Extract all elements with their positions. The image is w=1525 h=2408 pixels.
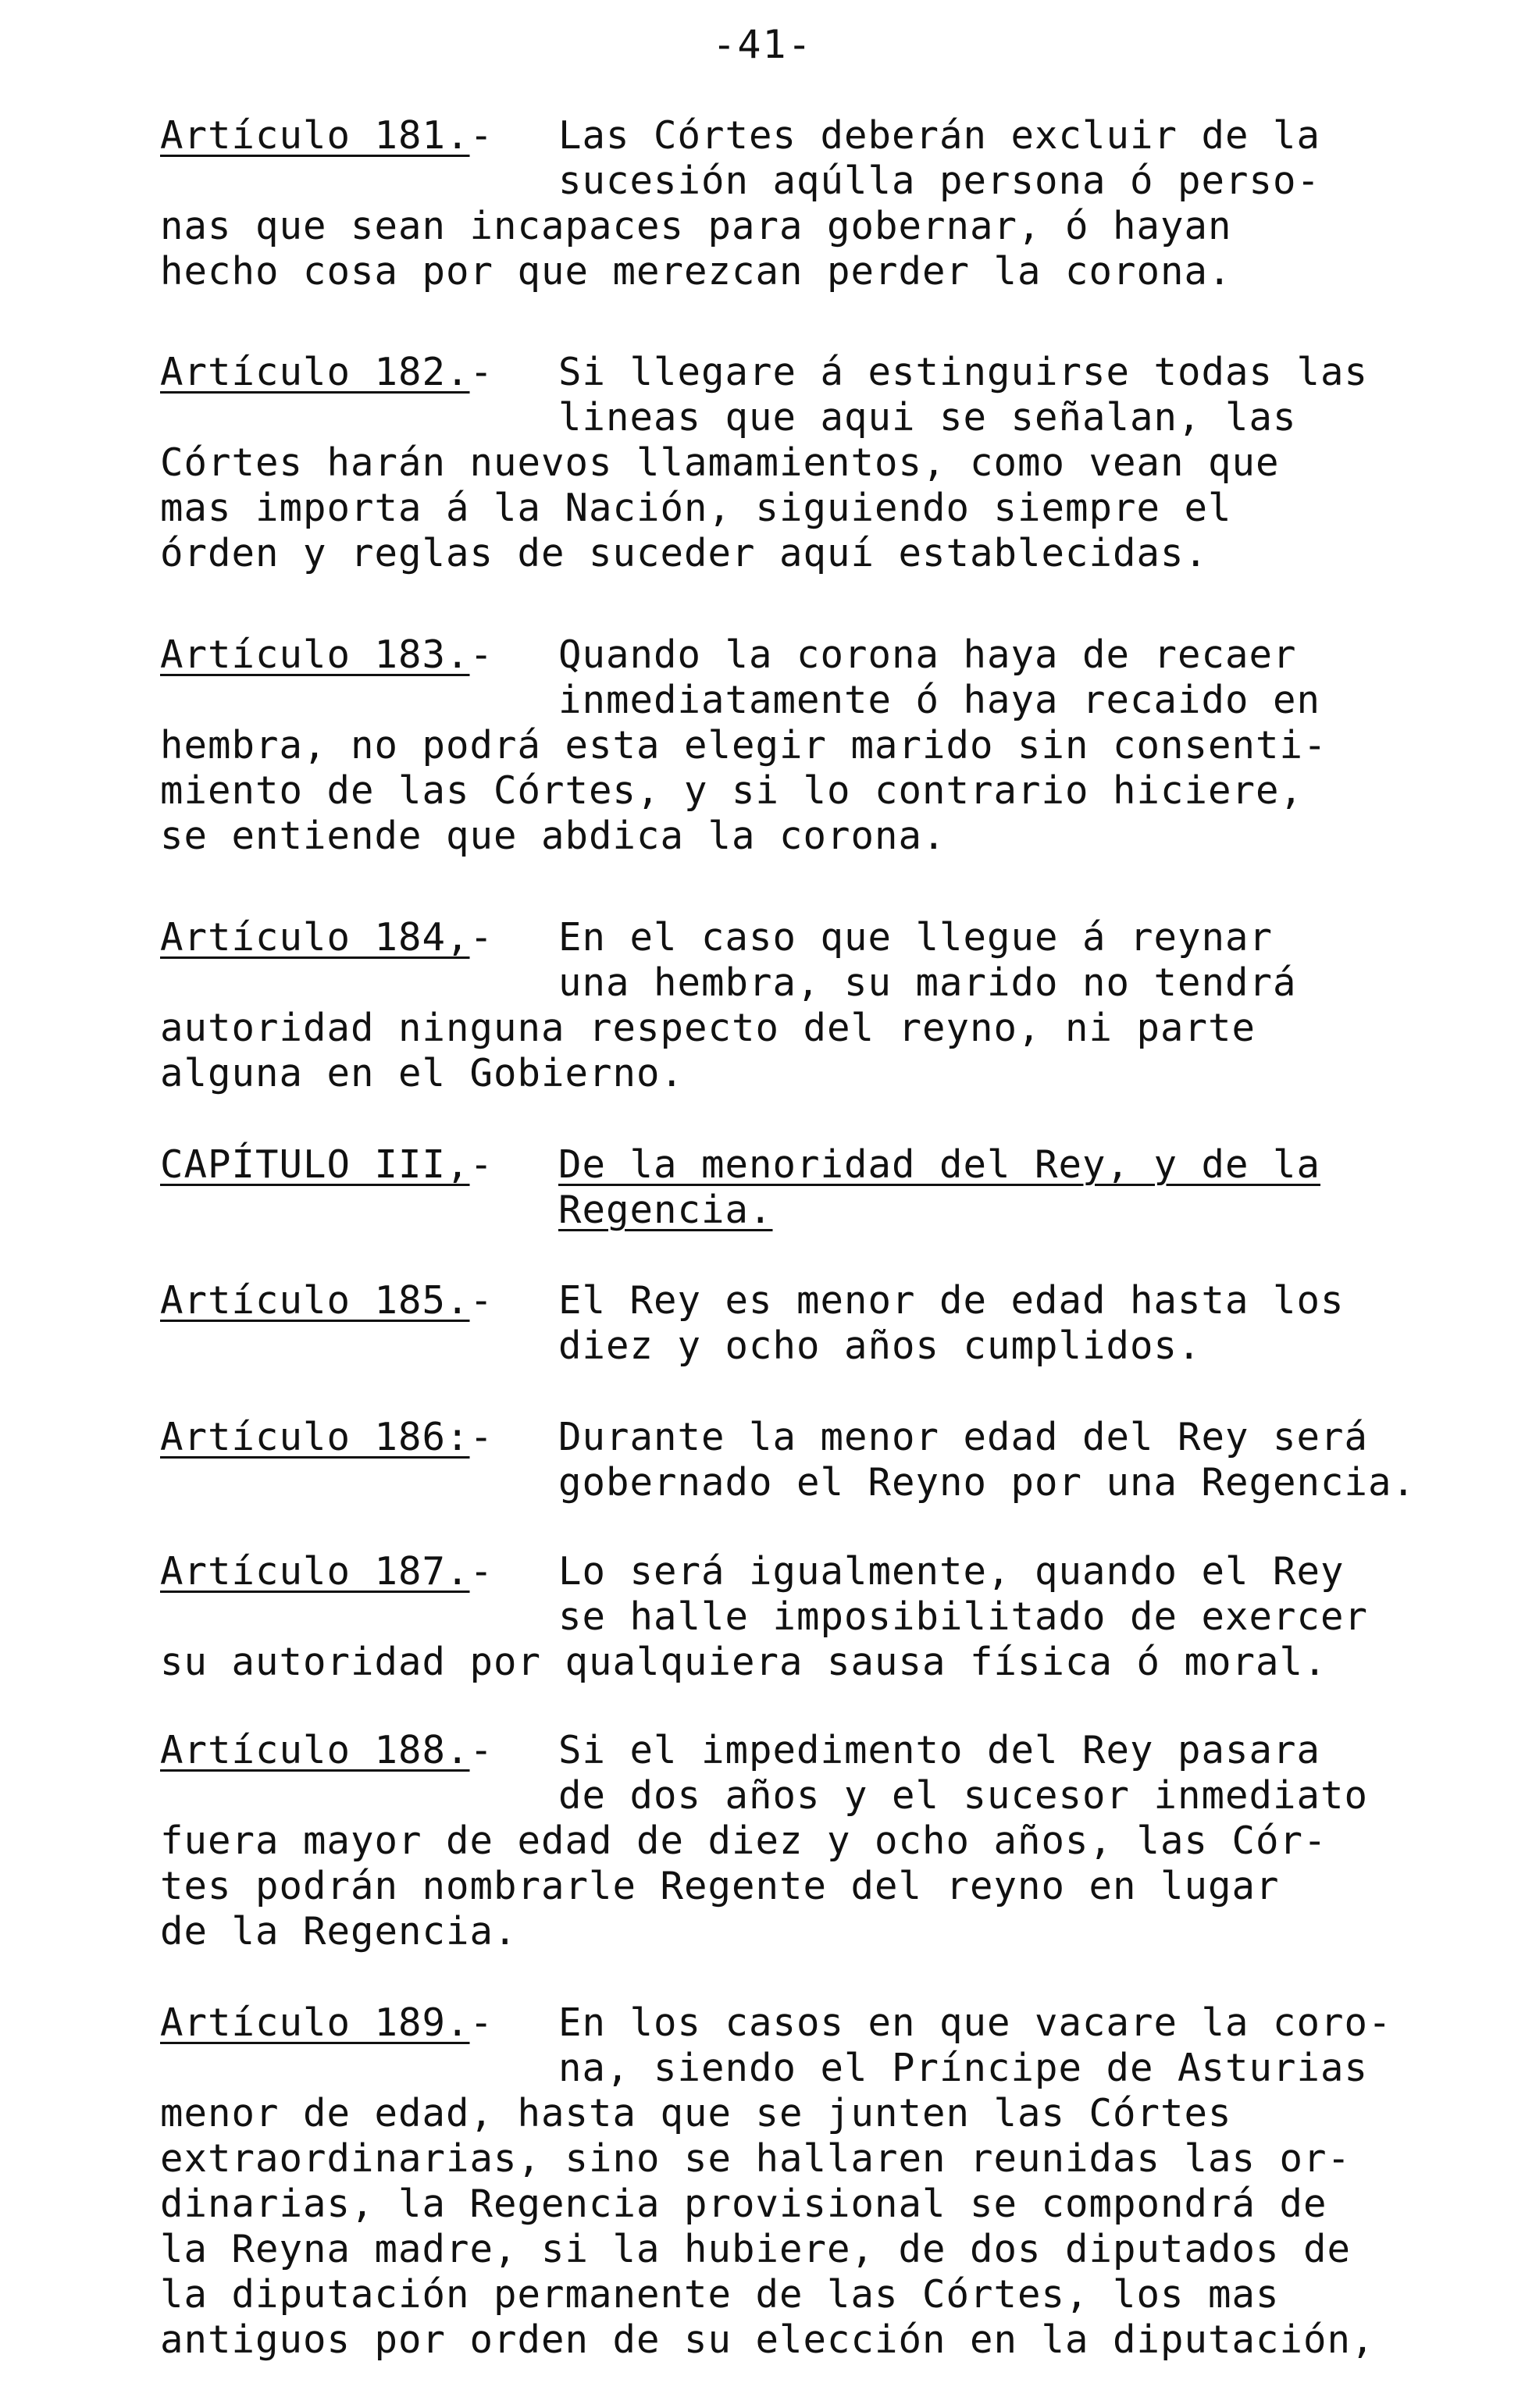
article-heading: Artículo 182. <box>160 350 470 394</box>
article-line: sucesión aqúlla persona ó perso- <box>558 159 1321 203</box>
article-line: la diputación permanente de las Córtes, los mas <box>160 2272 1280 2317</box>
article-heading: Artículo 187. <box>160 1549 470 1594</box>
article-line: de dos años y el sucesor inmediato <box>558 1773 1369 1818</box>
chapter-heading <box>160 1142 1456 1233</box>
chapter-label: CAPÍTULO III, <box>160 1142 470 1187</box>
article-first-line: En el caso que llegue á reynar <box>558 915 1274 960</box>
article-line: su autoridad por qualquiera sausa física ó moral. <box>160 1640 1327 1684</box>
article-line: se halle imposibilitado de exercer <box>558 1594 1369 1639</box>
article-182 <box>160 350 1456 576</box>
article-line: dinarias, la Regencia provisional se compondrá de <box>160 2182 1327 2226</box>
article-heading: Artículo 188. <box>160 1728 470 1772</box>
article-heading: Artículo 181. <box>160 113 470 158</box>
article-heading: Artículo 184, <box>160 915 470 960</box>
article-line: una hembra, su marido no tendrá <box>558 960 1297 1005</box>
article-heading: Artículo 189. <box>160 2000 470 2045</box>
article-first-line: Las Córtes deberán excluir de la <box>558 113 1321 158</box>
article-heading: Artículo 183. <box>160 632 470 677</box>
article-line: diez y ocho años cumplidos. <box>558 1323 1202 1368</box>
heading-separator: - <box>469 1415 494 1459</box>
article-line: alguna en el Gobierno. <box>160 1051 685 1095</box>
article-first-line: Lo será igualmente, quando el Rey <box>558 1549 1345 1594</box>
article-line: na, siendo el Príncipe de Asturias <box>558 2046 1369 2090</box>
article-first-line: Quando la corona haya de recaer <box>558 632 1297 677</box>
article-heading: Artículo 185. <box>160 1278 470 1323</box>
article-line: menor de edad, hasta que se junten las Córtes <box>160 2091 1232 2135</box>
heading-separator: - <box>469 1278 494 1323</box>
article-line: órden y reglas de suceder aquí establecidas. <box>160 531 1209 575</box>
article-189 <box>160 2000 1456 2363</box>
heading-separator: - <box>469 350 494 394</box>
heading-separator: - <box>469 2000 494 2045</box>
article-first-line: Si llegare á estinguirse todas las <box>558 350 1369 394</box>
article-185 <box>160 1278 1456 1369</box>
article-186 <box>160 1415 1456 1505</box>
article-line: lineas que aqui se señalan, las <box>558 395 1297 440</box>
article-first-line: En los casos en que vacare la coro- <box>558 2000 1392 2045</box>
article-181 <box>160 113 1456 294</box>
article-line: tes podrán nombrarle Regente del reyno en lugar <box>160 1864 1280 1908</box>
heading-separator: - <box>469 113 494 158</box>
article-first-line: Si el impedimento del Rey pasara <box>558 1728 1321 1772</box>
article-187 <box>160 1549 1456 1685</box>
article-188 <box>160 1728 1456 1954</box>
heading-separator: - <box>469 1142 494 1187</box>
heading-separator: - <box>469 1549 494 1594</box>
article-line: se entiende que abdica la corona. <box>160 814 946 858</box>
article-heading: Artículo 186: <box>160 1415 470 1459</box>
article-line: extraordinarias, sino se hallaren reunidas las or- <box>160 2136 1352 2181</box>
article-line: fuera mayor de edad de diez y ocho años, las Cór- <box>160 1818 1327 1863</box>
article-line: nas que sean incapaces para gobernar, ó hayan <box>160 204 1232 248</box>
chapter-title: De la menoridad del Rey, y de la <box>558 1142 1321 1187</box>
article-line: hecho cosa por que merezcan perder la corona. <box>160 249 1232 294</box>
article-line: de la Regencia. <box>160 1909 518 1954</box>
article-line: la Reyna madre, si la hubiere, de dos diputados de <box>160 2227 1352 2271</box>
chapter-title-continued: Regencia. <box>558 1188 773 1232</box>
article-line: mas importa á la Nación, siguiendo siempre el <box>160 486 1232 530</box>
article-line: Córtes harán nuevos llamamientos, como vean que <box>160 440 1280 485</box>
article-184 <box>160 915 1456 1096</box>
article-first-line: El Rey es menor de edad hasta los <box>558 1278 1345 1323</box>
article-line: autoridad ninguna respecto del reyno, ni parte <box>160 1006 1256 1050</box>
article-first-line: Durante la menor edad del Rey será <box>558 1415 1369 1459</box>
page-number: -41- <box>712 22 813 67</box>
article-line: miento de las Córtes, y si lo contrario hiciere, <box>160 768 1304 813</box>
heading-separator: - <box>469 632 494 677</box>
heading-separator: - <box>469 915 494 960</box>
article-line: gobernado el Reyno por una Regencia. <box>558 1460 1416 1505</box>
article-line: inmediatamente ó haya recaido en <box>558 678 1321 722</box>
article-183 <box>160 632 1456 859</box>
article-line: antiguos por orden de su elección en la diputación, <box>160 2317 1375 2362</box>
heading-separator: - <box>469 1728 494 1772</box>
article-line: hembra, no podrá esta elegir marido sin consenti- <box>160 723 1327 768</box>
